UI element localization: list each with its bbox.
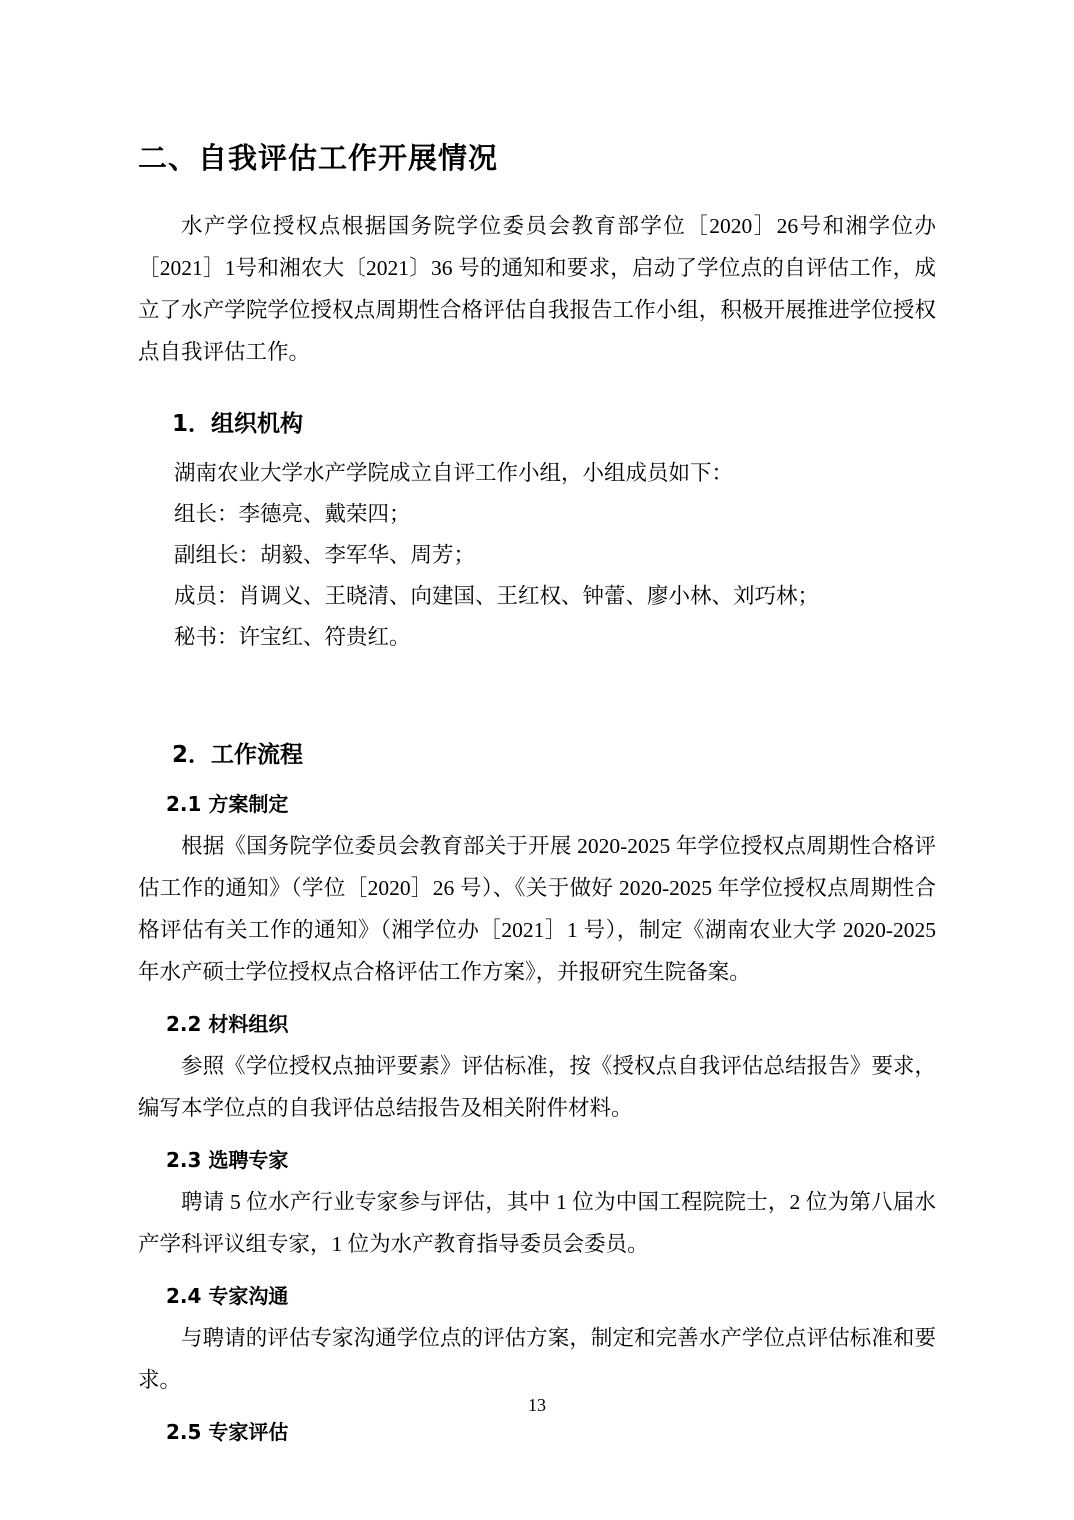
item-2-4-paragraph: 与聘请的评估专家沟通学位点的评估方案，制定和完善水产学位点评估标准和要求。	[138, 1325, 936, 1392]
section-heading: 二、自我评估工作开展情况	[138, 141, 499, 175]
org-line-leader: 组长：李德亮、戴荣四；	[174, 502, 411, 527]
subsection-1-heading: 1．组织机构	[172, 410, 304, 437]
item-2-4-heading: 2.4 专家沟通	[166, 1283, 289, 1308]
org-line-secretary: 秘书：许宝红、符贵红。	[174, 625, 411, 650]
section-spacer	[138, 658, 936, 704]
item-2-1-heading: 2.1 方案制定	[166, 791, 289, 816]
item-2-2-paragraph: 参照《学位授权点抽评要素》评估标准，按《授权点自我评估总结报告》要求，编写本学位点的自我评估总结报告及相关附件材料。	[138, 1053, 936, 1120]
item-2-3-paragraph: 聘请 5 位水产行业专家参与评估，其中 1 位为中国工程院院士，2 位为第八届水产学科评议组专家，1 位为水产教育指导委员会委员。	[138, 1189, 936, 1256]
org-line-members: 成员：肖调义、王晓清、向建国、王红权、钟蕾、廖小林、刘巧林；	[174, 584, 820, 609]
page-number: 13	[528, 1395, 546, 1415]
org-line-deputy-leader: 副组长：胡毅、李军华、周芳；	[174, 543, 476, 568]
item-2-3-heading: 2.3 选聘专家	[166, 1147, 289, 1172]
item-2-5-heading: 2.5 专家评估	[166, 1419, 289, 1444]
subsection-2-heading: 2．工作流程	[172, 742, 304, 769]
org-line-intro: 湖南农业大学水产学院成立自评工作小组，小组成员如下：	[174, 461, 734, 486]
intro-paragraph: 水产学位授权点根据国务院学位委员会教育部学位［2020］26号和湘学位办［2021］1号和湘农大〔2021〕36 号的通知和要求，启动了学位点的自评估工作，成立了水产学院学位授权点周期性合格评估自我报告工作小组，积极开展推进学位授权点自我评估工作。	[138, 213, 936, 364]
item-2-1-paragraph: 根据《国务院学位委员会教育部关于开展 2020-2025 年学位授权点周期性合格评估工作的通知》（学位［2020］26 号）、《关于做好 2020-2025 年学位授权点周期性合格评估有关工作的通知》（湘学位办［2021］1 号），制定《湖南农业大学 2020-2025 年水产硕士学位授权点合格评估工作方案》，并报研究生院备案。	[138, 833, 936, 984]
item-2-2-heading: 2.2 材料组织	[166, 1011, 289, 1036]
